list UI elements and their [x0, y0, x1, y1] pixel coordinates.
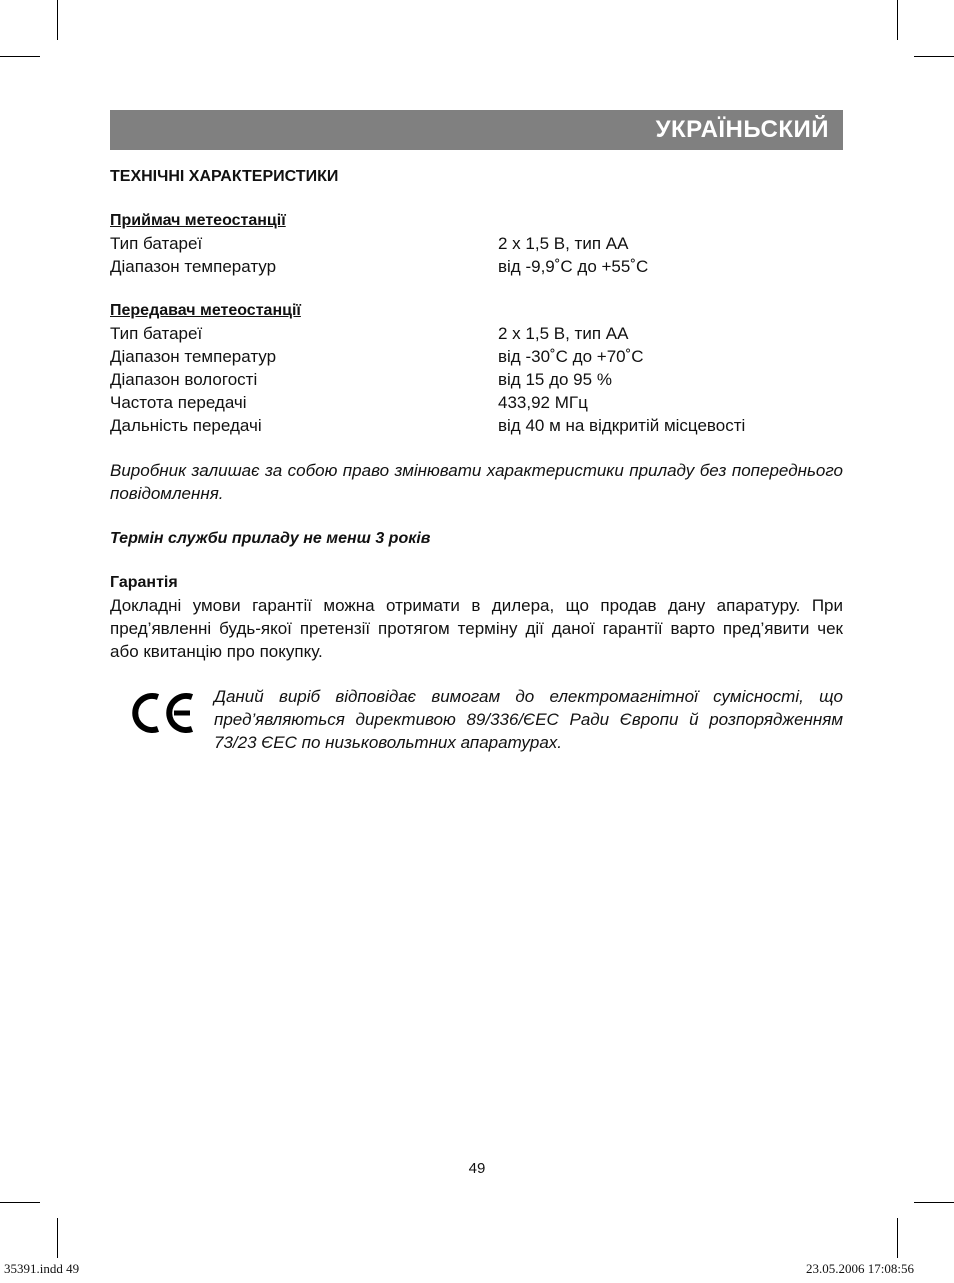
crop-mark	[0, 56, 40, 57]
spec-label: Діапазон температур	[110, 257, 277, 276]
crop-mark	[57, 0, 58, 40]
spec-label: Дальність передачі	[110, 416, 262, 435]
spec-row	[110, 391, 843, 414]
spec-value: 2 x 1,5 В, тип АА	[498, 324, 629, 343]
receiver-specs	[110, 232, 843, 278]
spec-value: від 40 м на відкритій місцевості	[498, 416, 746, 435]
spec-value: від 15 до 95 %	[498, 370, 612, 389]
language-title: УКРАЇНЬСКИЙ	[655, 116, 829, 143]
spec-label: Діапазон вологості	[110, 370, 258, 389]
crop-mark	[914, 1202, 954, 1203]
spec-row	[110, 322, 843, 345]
spec-label: Тип батареї	[110, 324, 203, 343]
page-content	[110, 166, 843, 755]
transmitter-title: Передавач метеостанції	[110, 302, 301, 319]
spec-value: 2 x 1,5 В, тип АА	[498, 234, 629, 253]
spec-value: від -30˚С до +70˚С	[498, 347, 644, 366]
ce-compliance-text: Даний виріб відповідає вимогам до електромагнітної сумісності, що пред’являються директивою 89/336/ЄЕС Ради Європи й розпорядженням 73/23 ЄЕС по низьковольтних апаратурах.	[214, 687, 843, 752]
language-header-bar	[110, 110, 843, 150]
warranty-title: Гарантія	[110, 574, 178, 591]
spec-row	[110, 255, 843, 278]
crop-mark	[57, 1218, 58, 1258]
slug-date: 23.05.2006 17:08:56	[806, 1261, 914, 1276]
spec-row	[110, 368, 843, 391]
slug-file: 35391.indd 49	[4, 1261, 80, 1276]
specs-title: ТЕХНІЧНІ ХАРАКТЕРИСТИКИ	[110, 168, 339, 185]
spec-label: Частота передачі	[110, 393, 247, 412]
page-number: 49	[468, 1160, 486, 1177]
spec-value: 433,92 МГц	[498, 393, 588, 412]
ce-mark-icon	[128, 691, 196, 735]
change-notice: Виробник залишає за собою право змінювати характеристики приладу без попереднього повідомлення.	[110, 461, 843, 503]
spec-row	[110, 232, 843, 255]
spec-label: Діапазон температур	[110, 347, 277, 366]
spec-label: Тип батареї	[110, 234, 203, 253]
crop-mark	[897, 0, 898, 40]
crop-mark	[0, 1202, 40, 1203]
spec-value: від -9,9˚С до +55˚С	[498, 257, 649, 276]
warranty-text: Докладні умови гарантії можна отримати в дилера, що продав дану апаратуру. При пред’явленні будь-якої претензії протягом терміну дії даної гарантії варто пред’явити чек або квитанцію про покупку.	[110, 596, 843, 661]
receiver-title: Приймач метеостанції	[110, 212, 286, 229]
transmitter-specs	[110, 322, 843, 437]
crop-mark	[914, 56, 954, 57]
service-life: Термін служби приладу не менш 3 років	[110, 530, 431, 547]
ce-compliance-block	[110, 685, 843, 755]
spec-row	[110, 345, 843, 368]
crop-mark	[897, 1218, 898, 1258]
spec-row	[110, 414, 843, 437]
